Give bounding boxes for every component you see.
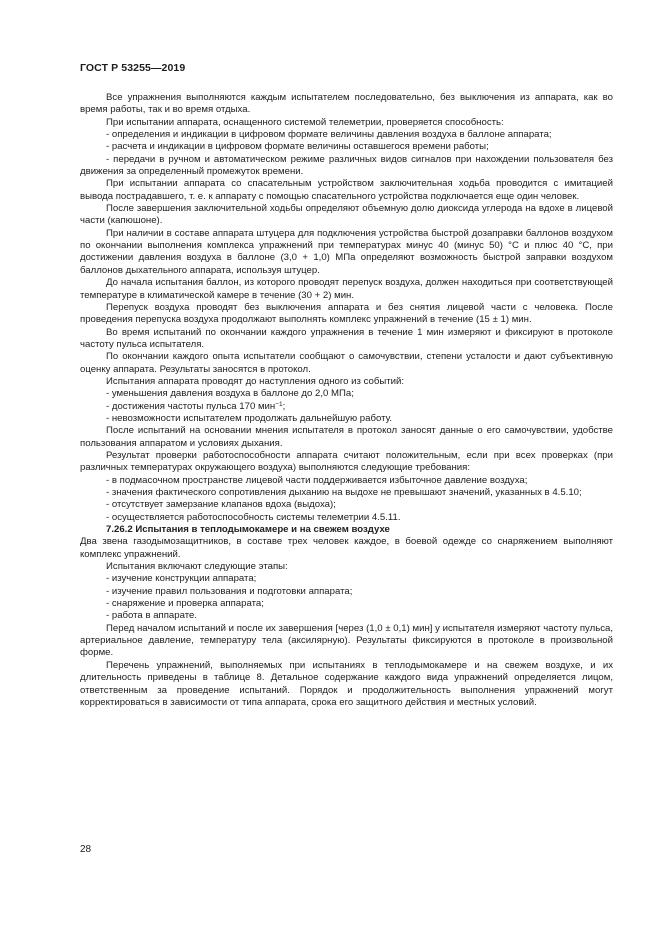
section-heading: 7.26.2 Испытания в теплодымокамере и на свежем воздухе (106, 524, 390, 536)
page-number: 28 (80, 844, 92, 855)
pulse-suffix: ; (282, 400, 286, 412)
paragraph: Перепуск воздуха проводят без выключения аппарата и без снятия лицевой части с человека. После проведения перепуска воздуха продолжают выполнять комплекс упражнений в течение (15 ± 1) мин. (80, 301, 613, 326)
pulse-superscript: −1 (275, 400, 283, 408)
paragraph: Перед началом испытаний и после их завершения [через (1,0 ± 0,1) мин] у испытателя измеряют частоту пульса, артериальное давление, температуру тела (аксилярную). Результаты фиксируются в протоколе в произвольной форме. (80, 622, 613, 659)
paragraph: После испытаний на основании мнения испытателя в протокол заносят данные о его самочувствии, удобстве пользования аппаратом и условиях дыхания. (80, 425, 613, 449)
list-item: - отсутствует замерзание клапанов вдоха (выдоха); (106, 499, 336, 511)
list-item: - расчета и индикации в цифровом формате величины оставшегося времени работы; (106, 141, 489, 153)
paragraph: Испытания аппарата проводят до наступления одного из событий: (106, 375, 405, 387)
list-item: - в подмасочном пространстве лицевой части поддерживается избыточное давление воздуха; (106, 474, 528, 486)
paragraph: До начала испытания баллон, из которого проводят перепуск воздуха, должен находиться при соответствующей температуре в климатической камере в течение (30 + 2) мин. (80, 277, 613, 301)
list-item: - работа в аппарате. (106, 610, 198, 622)
list-item: - значения фактического сопротивления дыханию на выдохе не превышают значений, указанных в 4.5.10; (106, 487, 582, 498)
paragraph: При испытании аппарата, оснащенного системой телеметрии, проверяется способность: (106, 116, 504, 128)
list-item: - изучение правил пользования и подготовки аппарата; (106, 585, 353, 597)
list-item: - изучение конструкции аппарата; (106, 573, 257, 585)
paragraph: Испытания включают следующие этапы: (106, 561, 288, 573)
paragraph: Результат проверки работоспособности аппарата считают положительным, если при всех проверках (при различных температурах окружающего воздуха) выполняются следующие требования: (80, 449, 613, 474)
list-item (80, 401, 613, 413)
document-header: ГОСТ Р 53255—2019 (80, 62, 186, 74)
list-item: - снаряжение и проверка аппарата; (106, 598, 264, 610)
list-item: - передачи в ручном и автоматическом режиме различных видов сигналов при нахождении пользователя без движения за определенный промежуток времени. (80, 153, 613, 178)
list-item: - невозможности испытателем продолжать дальнейшую работу. (106, 412, 393, 424)
list-item: - определения и индикации в цифровом формате величины давления воздуха в баллоне аппарата; (106, 129, 552, 141)
paragraph: Перечень упражнений, выполняемых при испытаниях в теплодымокамере и на свежем воздухе, и их длительность приведены в таблице 8. Детальное содержание каждого вида упражнений определяется лицом, ответственным за проведение испытаний. Порядок и продолжительность выполнения упражнений могут корректироваться в зависимости от типа аппарата, срока его защитного действия и местных условий. (80, 659, 613, 708)
paragraph: При наличии в составе аппарата штуцера для подключения устройства быстрой дозаправки баллонов воздухом по окончании выполнения комплекса упражнений при температурах минус 40 (минус 50) °С и плюс 40 °С, при достижении давления воздуха в баллоне (3,0 + 1,0) МПа определяют возможность быстрой заправки воздухом баллонов дыхательного аппарата, используя штуцер. (80, 227, 613, 276)
paragraph: Все упражнения выполняются каждым испытателем последовательно, без выключения из аппарата, как во время работы, так и во время отдыха. (80, 92, 613, 116)
paragraph: После завершения заключительной ходьбы определяют объемную долю диоксида углерода на вдохе в лицевой части (капюшоне). (80, 203, 613, 227)
paragraph: Два звена газодымозащитников, в составе трех человек каждое, в боевой одежде со снаряжением выполняют комплекс упражнений. (80, 536, 613, 560)
pulse-text: - достижения частоты пульса 170 мин (106, 400, 276, 412)
list-item: - осуществляется работоспособность системы телеметрии 4.5.11. (106, 511, 401, 523)
paragraph: По окончании каждого опыта испытатели сообщают о самочувствии, степени усталости и дают субъективную оценку аппарата. Результаты заносятся в протокол. (80, 351, 613, 375)
paragraph: При испытании аппарата со спасательным устройством заключительная ходьба проводится с имитацией вывода пострадавшего, т. е. к аппарату с помощью спасательного устройства подключается еще один человек. (80, 178, 613, 202)
list-item: - уменьшения давления воздуха в баллоне до 2,0 МПа; (106, 388, 354, 400)
document-body (80, 92, 613, 709)
paragraph: Во время испытаний по окончании каждого упражнения в течение 1 мин измеряют и фиксируют в протоколе частоту пульса испытателя. (80, 326, 613, 350)
